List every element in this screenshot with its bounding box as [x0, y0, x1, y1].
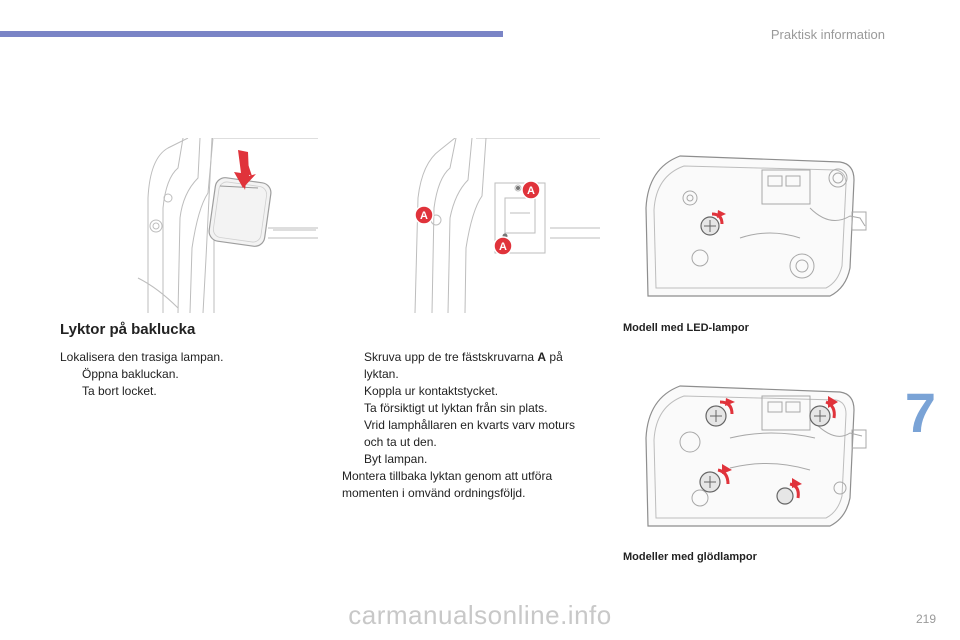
caption-bulb-models: Modeller med glödlampor: [623, 551, 757, 563]
watermark: carmanualsonline.info: [348, 600, 612, 630]
left-instructions: [60, 349, 300, 400]
page-heading: Lyktor på baklucka: [60, 321, 196, 338]
step-item: Ta bort locket.: [82, 384, 157, 398]
svg-text:A: A: [420, 210, 428, 222]
step-item: Skruva upp de tre fästskruvarna A på lyktan.: [364, 350, 563, 381]
outro-text-line-1: Montera tillbaka lyktan genom att utföra: [342, 469, 553, 483]
middle-instructions: [342, 349, 612, 502]
outro-text-line-2: momenten i omvänd ordningsföljd.: [342, 486, 526, 500]
illustration-bulb-lamp-unit: [640, 378, 870, 530]
header-accent-bar: [0, 31, 503, 37]
svg-text:A: A: [499, 241, 507, 253]
illustration-led-lamp-unit: [640, 148, 870, 300]
chapter-number: 7: [904, 381, 936, 444]
step-item: Ta försiktigt ut lyktan från sin plats.: [364, 401, 548, 415]
svg-text:A: A: [527, 185, 535, 197]
intro-text: Lokalisera den trasiga lampan.: [60, 350, 224, 364]
marker-a-left: [415, 206, 433, 224]
illustration-tailgate-screws: [410, 138, 600, 313]
step-item: Byt lampan.: [364, 452, 428, 466]
section-title: Praktisk information: [770, 27, 885, 42]
caption-led-model: Modell med LED-lampor: [623, 322, 749, 334]
step-item: Koppla ur kontaktstycket.: [364, 384, 499, 398]
marker-a-bottom: [494, 237, 512, 255]
step-item: Öppna bakluckan.: [82, 367, 179, 381]
step-item: Vrid lamphållaren en kvarts varv moturs och ta ut den.: [364, 418, 575, 449]
illustration-tailgate-cover: [128, 138, 318, 313]
marker-a-top: [522, 181, 540, 199]
page-number: 219: [915, 612, 936, 626]
